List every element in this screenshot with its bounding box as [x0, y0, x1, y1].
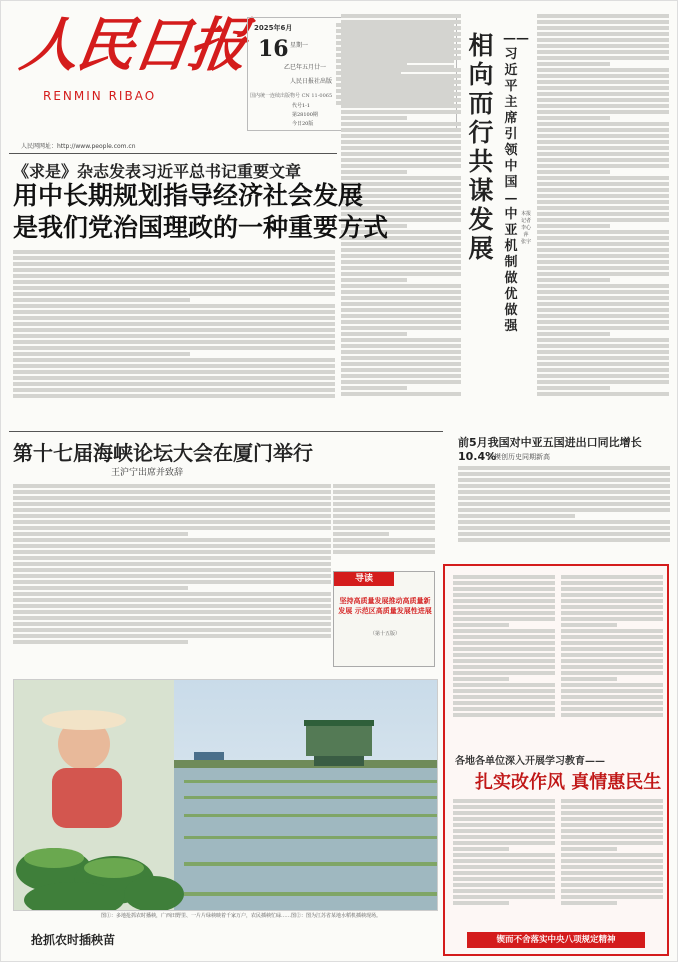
- top-story-headline-2[interactable]: 是我们党治国理政的一种重要方式: [13, 213, 389, 242]
- issue-line: 今日20版: [292, 121, 314, 127]
- weekday: 星期一: [290, 42, 309, 49]
- guide-label: 导读: [334, 572, 394, 586]
- masthead-title: 人民日报: [16, 11, 250, 79]
- day-number: 16: [258, 36, 289, 62]
- lunar-date: 乙巳年五月廿一: [284, 64, 327, 71]
- cn-code: 国内统一连续出版物号 CN 11-0065: [250, 93, 333, 99]
- year-month: 2025年6月: [254, 24, 293, 32]
- trade-story-subline: 规模创历史同期新高: [487, 453, 550, 461]
- lead-body-col-2: [537, 13, 669, 463]
- website-link[interactable]: 人民网网址：http://www.people.com.cn: [21, 143, 136, 150]
- guide-page-ref: （第十五版）: [369, 631, 400, 637]
- trade-story-headline[interactable]: 前5月我国对中亚五国进出口同比增长10.4%: [458, 436, 642, 463]
- commentary-body-col-4: [561, 798, 663, 926]
- top-story-kicker[interactable]: 《求是》杂志发表习近平总书记重要文章: [13, 162, 302, 181]
- commentary-body-col-1: [453, 574, 555, 746]
- commentary-body-col-2: [561, 574, 663, 746]
- publisher: 人民日报社出版: [290, 78, 333, 85]
- divider: [9, 431, 443, 432]
- second-story-subline: 王沪宁出席并致辞: [111, 468, 184, 478]
- divider: [9, 153, 337, 154]
- photo-caption: 图①：多地抢抓农时播秧，广西田野里、一片片绿秧映着千家万户，农民插秧忙碌……图②：图为江苏省某地水稻机插秧现场。: [101, 913, 382, 919]
- photo-title: 抢抓农时插秧苗: [31, 933, 116, 947]
- masthead-pinyin: RENMIN RIBAO: [43, 89, 157, 103]
- news-photo: [13, 679, 438, 911]
- second-story-body-cont: [333, 483, 435, 567]
- rice-planting-photo: [14, 680, 438, 911]
- second-story-body: [13, 483, 331, 673]
- commentary-box: [443, 564, 669, 956]
- top-story-headline-1[interactable]: 用中长期规划指导经济社会发展: [13, 181, 364, 210]
- guide-box[interactable]: [333, 571, 435, 667]
- top-story-body: [13, 249, 335, 425]
- commentary-footer-banner[interactable]: 锲而不舍落实中央八项规定精神: [467, 932, 645, 948]
- lead-title: 相向而行 共谋发展: [468, 31, 494, 263]
- guide-title[interactable]: 坚持高质量发展推动高质量新发展 示范区高质量发展性进展: [338, 597, 432, 615]
- commentary-body-col-3: [453, 798, 555, 926]
- lead-subtitle: ——习近平主席引领中国—中亚机制做优做强: [503, 31, 529, 334]
- commentary-subhead: 各地各单位深入开展学习教育——: [455, 756, 605, 767]
- issue-line: 第28100期: [292, 112, 318, 118]
- trade-story-body: [458, 465, 670, 557]
- commentary-headline[interactable]: 扎实改作风 真情惠民生: [475, 772, 662, 793]
- second-story-headline[interactable]: 第十七届海峡论坛大会在厦门举行: [13, 441, 313, 465]
- issue-line: 代号1-1: [292, 103, 311, 109]
- issue-info: [292, 102, 318, 129]
- lead-byline: 本报记者 李心萍 张宇: [521, 211, 532, 245]
